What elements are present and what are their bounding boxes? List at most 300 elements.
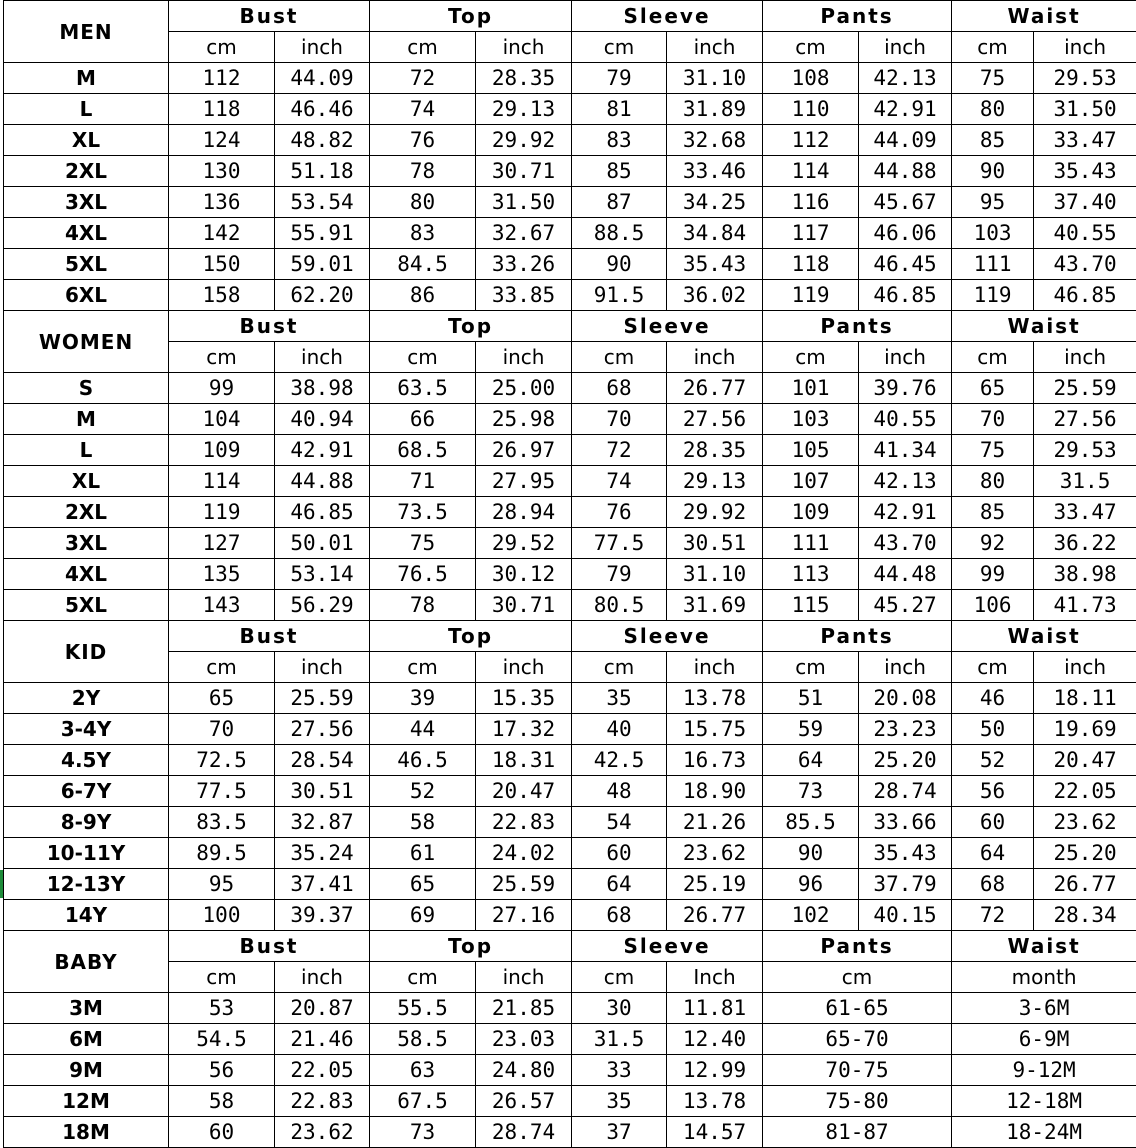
size-value-cell[interactable]: 75 xyxy=(370,528,476,559)
size-value-cell[interactable]: 77.5 xyxy=(572,528,667,559)
unit-header[interactable]: cm xyxy=(572,962,667,993)
measurement-group-header[interactable]: Bust xyxy=(169,311,370,342)
size-value-cell[interactable]: 68 xyxy=(572,373,667,404)
size-value-cell[interactable]: 23.03 xyxy=(476,1024,572,1055)
size-value-cell[interactable]: 88.5 xyxy=(572,218,667,249)
size-value-cell[interactable]: 12.40 xyxy=(667,1024,763,1055)
size-value-cell[interactable]: 89.5 xyxy=(169,838,275,869)
measurement-group-header[interactable]: Bust xyxy=(169,931,370,962)
size-value-cell[interactable]: 104 xyxy=(169,404,275,435)
size-value-cell[interactable]: 105 xyxy=(763,435,859,466)
size-value-cell[interactable]: 39.76 xyxy=(859,373,952,404)
unit-header[interactable]: cm xyxy=(763,652,859,683)
size-value-cell[interactable]: 44 xyxy=(370,714,476,745)
size-value-cell[interactable]: 67.5 xyxy=(370,1086,476,1117)
size-value-cell[interactable]: 28.74 xyxy=(859,776,952,807)
size-value-cell[interactable]: 79 xyxy=(572,63,667,94)
section-title[interactable]: MEN xyxy=(4,1,169,63)
size-value-cell[interactable]: 75 xyxy=(952,63,1034,94)
size-label[interactable]: XL xyxy=(4,466,169,497)
size-value-cell[interactable]: 28.34 xyxy=(1034,900,1136,931)
size-value-cell[interactable]: 56 xyxy=(952,776,1034,807)
size-value-cell[interactable]: 85 xyxy=(572,156,667,187)
size-value-cell[interactable]: 42.91 xyxy=(859,497,952,528)
size-value-cell[interactable]: 109 xyxy=(169,435,275,466)
size-value-cell[interactable]: 99 xyxy=(952,559,1034,590)
size-value-cell[interactable]: 18-24M xyxy=(952,1117,1136,1148)
unit-header[interactable]: inch xyxy=(275,962,370,993)
size-value-cell[interactable]: 28.94 xyxy=(476,497,572,528)
size-value-cell[interactable]: 39.37 xyxy=(275,900,370,931)
size-value-cell[interactable]: 80 xyxy=(370,187,476,218)
size-label[interactable]: 9M xyxy=(4,1055,169,1086)
size-value-cell[interactable]: 40.55 xyxy=(1034,218,1136,249)
size-value-cell[interactable]: 30.71 xyxy=(476,156,572,187)
size-value-cell[interactable]: 77.5 xyxy=(169,776,275,807)
size-value-cell[interactable]: 73.5 xyxy=(370,497,476,528)
unit-header[interactable]: inch xyxy=(1034,652,1136,683)
size-value-cell[interactable]: 25.20 xyxy=(859,745,952,776)
measurement-group-header[interactable]: Sleeve xyxy=(572,1,763,32)
size-value-cell[interactable]: 85.5 xyxy=(763,807,859,838)
size-value-cell[interactable]: 119 xyxy=(169,497,275,528)
size-value-cell[interactable]: 108 xyxy=(763,63,859,94)
unit-header[interactable]: cm xyxy=(572,342,667,373)
size-value-cell[interactable]: 38.98 xyxy=(275,373,370,404)
size-value-cell[interactable]: 58.5 xyxy=(370,1024,476,1055)
size-value-cell[interactable]: 35.43 xyxy=(1034,156,1136,187)
size-value-cell[interactable]: 40 xyxy=(572,714,667,745)
size-value-cell[interactable]: 75 xyxy=(952,435,1034,466)
size-value-cell[interactable]: 51.18 xyxy=(275,156,370,187)
size-label[interactable]: M xyxy=(4,404,169,435)
size-value-cell[interactable]: 43.70 xyxy=(1034,249,1136,280)
size-value-cell[interactable]: 13.78 xyxy=(667,683,763,714)
size-label[interactable]: 8-9Y xyxy=(4,807,169,838)
size-value-cell[interactable]: 28.54 xyxy=(275,745,370,776)
size-value-cell[interactable]: 106 xyxy=(952,590,1034,621)
size-value-cell[interactable]: 20.08 xyxy=(859,683,952,714)
size-value-cell[interactable]: 36.02 xyxy=(667,280,763,311)
size-label[interactable]: 4XL xyxy=(4,218,169,249)
size-value-cell[interactable]: 37 xyxy=(572,1117,667,1148)
size-value-cell[interactable]: 23.62 xyxy=(1034,807,1136,838)
size-value-cell[interactable]: 35.43 xyxy=(859,838,952,869)
unit-header[interactable]: cm xyxy=(952,342,1034,373)
size-value-cell[interactable]: 26.97 xyxy=(476,435,572,466)
measurement-group-header[interactable]: Top xyxy=(370,1,572,32)
size-value-cell[interactable]: 22.05 xyxy=(275,1055,370,1086)
size-value-cell[interactable]: 51 xyxy=(763,683,859,714)
measurement-group-header[interactable]: Pants xyxy=(763,1,952,32)
measurement-group-header[interactable]: Waist xyxy=(952,931,1136,962)
unit-header[interactable]: cm xyxy=(763,962,952,993)
size-value-cell[interactable]: 80.5 xyxy=(572,590,667,621)
size-value-cell[interactable]: 81 xyxy=(572,94,667,125)
size-value-cell[interactable]: 81-87 xyxy=(763,1117,952,1148)
size-value-cell[interactable]: 114 xyxy=(763,156,859,187)
size-label[interactable]: 2XL xyxy=(4,497,169,528)
size-value-cell[interactable]: 42.91 xyxy=(859,94,952,125)
size-value-cell[interactable]: 76.5 xyxy=(370,559,476,590)
size-value-cell[interactable]: 79 xyxy=(572,559,667,590)
size-value-cell[interactable]: 29.13 xyxy=(667,466,763,497)
size-value-cell[interactable]: 35.43 xyxy=(667,249,763,280)
size-value-cell[interactable]: 21.85 xyxy=(476,993,572,1024)
size-value-cell[interactable]: 31.50 xyxy=(1034,94,1136,125)
size-value-cell[interactable]: 30.12 xyxy=(476,559,572,590)
size-value-cell[interactable]: 111 xyxy=(763,528,859,559)
size-label[interactable]: S xyxy=(4,373,169,404)
size-value-cell[interactable]: 58 xyxy=(370,807,476,838)
size-value-cell[interactable]: 15.75 xyxy=(667,714,763,745)
size-value-cell[interactable]: 24.02 xyxy=(476,838,572,869)
size-value-cell[interactable]: 95 xyxy=(952,187,1034,218)
size-value-cell[interactable]: 61 xyxy=(370,838,476,869)
size-value-cell[interactable]: 52 xyxy=(952,745,1034,776)
unit-header[interactable]: inch xyxy=(667,652,763,683)
unit-header[interactable]: cm xyxy=(572,652,667,683)
size-value-cell[interactable]: 42.13 xyxy=(859,63,952,94)
size-value-cell[interactable]: 31.10 xyxy=(667,559,763,590)
size-value-cell[interactable]: 28.35 xyxy=(667,435,763,466)
size-value-cell[interactable]: 26.57 xyxy=(476,1086,572,1117)
unit-header[interactable]: cm xyxy=(370,652,476,683)
size-value-cell[interactable]: 23.62 xyxy=(275,1117,370,1148)
size-value-cell[interactable]: 31.50 xyxy=(476,187,572,218)
size-value-cell[interactable]: 37.40 xyxy=(1034,187,1136,218)
size-value-cell[interactable]: 34.84 xyxy=(667,218,763,249)
size-label[interactable]: 4XL xyxy=(4,559,169,590)
size-value-cell[interactable]: 53.14 xyxy=(275,559,370,590)
size-value-cell[interactable]: 76 xyxy=(572,497,667,528)
size-value-cell[interactable]: 54.5 xyxy=(169,1024,275,1055)
measurement-group-header[interactable]: Sleeve xyxy=(572,931,763,962)
measurement-group-header[interactable]: Bust xyxy=(169,621,370,652)
size-value-cell[interactable]: 83.5 xyxy=(169,807,275,838)
size-value-cell[interactable]: 27.56 xyxy=(667,404,763,435)
unit-header[interactable]: cm xyxy=(169,342,275,373)
size-value-cell[interactable]: 64 xyxy=(572,869,667,900)
size-value-cell[interactable]: 43.70 xyxy=(859,528,952,559)
unit-header[interactable]: cm xyxy=(169,962,275,993)
size-value-cell[interactable]: 127 xyxy=(169,528,275,559)
size-value-cell[interactable]: 91.5 xyxy=(572,280,667,311)
size-value-cell[interactable]: 66 xyxy=(370,404,476,435)
size-value-cell[interactable]: 130 xyxy=(169,156,275,187)
size-value-cell[interactable]: 115 xyxy=(763,590,859,621)
size-value-cell[interactable]: 143 xyxy=(169,590,275,621)
size-value-cell[interactable]: 37.79 xyxy=(859,869,952,900)
size-value-cell[interactable]: 46.06 xyxy=(859,218,952,249)
size-value-cell[interactable]: 33 xyxy=(572,1055,667,1086)
size-value-cell[interactable]: 103 xyxy=(952,218,1034,249)
size-value-cell[interactable]: 26.77 xyxy=(1034,869,1136,900)
size-value-cell[interactable]: 48 xyxy=(572,776,667,807)
size-value-cell[interactable]: 50 xyxy=(952,714,1034,745)
size-value-cell[interactable]: 142 xyxy=(169,218,275,249)
size-value-cell[interactable]: 25.59 xyxy=(1034,373,1136,404)
size-value-cell[interactable]: 21.46 xyxy=(275,1024,370,1055)
size-value-cell[interactable]: 3-6M xyxy=(952,993,1136,1024)
size-value-cell[interactable]: 23.62 xyxy=(667,838,763,869)
unit-header[interactable]: inch xyxy=(1034,32,1136,63)
size-value-cell[interactable]: 65 xyxy=(952,373,1034,404)
size-value-cell[interactable]: 92 xyxy=(952,528,1034,559)
size-value-cell[interactable]: 99 xyxy=(169,373,275,404)
unit-header[interactable]: inch xyxy=(859,32,952,63)
size-value-cell[interactable]: 12-18M xyxy=(952,1086,1136,1117)
size-value-cell[interactable]: 35 xyxy=(572,683,667,714)
size-value-cell[interactable]: 76 xyxy=(370,125,476,156)
size-value-cell[interactable]: 72 xyxy=(370,63,476,94)
size-value-cell[interactable]: 40.15 xyxy=(859,900,952,931)
size-value-cell[interactable]: 78 xyxy=(370,590,476,621)
size-value-cell[interactable]: 118 xyxy=(763,249,859,280)
size-value-cell[interactable]: 136 xyxy=(169,187,275,218)
size-value-cell[interactable]: 63.5 xyxy=(370,373,476,404)
size-value-cell[interactable]: 11.81 xyxy=(667,993,763,1024)
size-value-cell[interactable]: 31.5 xyxy=(1034,466,1136,497)
unit-header[interactable]: inch xyxy=(476,342,572,373)
size-value-cell[interactable]: 46 xyxy=(952,683,1034,714)
size-value-cell[interactable]: 114 xyxy=(169,466,275,497)
size-value-cell[interactable]: 63 xyxy=(370,1055,476,1086)
size-value-cell[interactable]: 25.98 xyxy=(476,404,572,435)
size-value-cell[interactable]: 72 xyxy=(572,435,667,466)
size-value-cell[interactable]: 70 xyxy=(952,404,1034,435)
size-label[interactable]: M xyxy=(4,63,169,94)
size-value-cell[interactable]: 102 xyxy=(763,900,859,931)
unit-header[interactable]: cm xyxy=(763,342,859,373)
size-value-cell[interactable]: 53 xyxy=(169,993,275,1024)
measurement-group-header[interactable]: Pants xyxy=(763,931,952,962)
size-value-cell[interactable]: 59 xyxy=(763,714,859,745)
size-value-cell[interactable]: 44.09 xyxy=(859,125,952,156)
size-value-cell[interactable]: 19.69 xyxy=(1034,714,1136,745)
size-value-cell[interactable]: 20.47 xyxy=(1034,745,1136,776)
size-value-cell[interactable]: 68 xyxy=(572,900,667,931)
size-value-cell[interactable]: 44.09 xyxy=(275,63,370,94)
size-value-cell[interactable]: 71 xyxy=(370,466,476,497)
size-label[interactable]: 4.5Y xyxy=(4,745,169,776)
unit-header[interactable]: cm xyxy=(370,962,476,993)
measurement-group-header[interactable]: Sleeve xyxy=(572,311,763,342)
size-value-cell[interactable]: 30.51 xyxy=(667,528,763,559)
size-value-cell[interactable]: 40.94 xyxy=(275,404,370,435)
size-value-cell[interactable]: 46.85 xyxy=(1034,280,1136,311)
size-value-cell[interactable]: 46.46 xyxy=(275,94,370,125)
size-label[interactable]: 3-4Y xyxy=(4,714,169,745)
size-value-cell[interactable]: 25.20 xyxy=(1034,838,1136,869)
size-value-cell[interactable]: 33.85 xyxy=(476,280,572,311)
size-value-cell[interactable]: 86 xyxy=(370,280,476,311)
size-value-cell[interactable]: 44.88 xyxy=(275,466,370,497)
size-value-cell[interactable]: 112 xyxy=(169,63,275,94)
size-value-cell[interactable]: 70 xyxy=(169,714,275,745)
unit-header[interactable]: inch xyxy=(275,32,370,63)
size-value-cell[interactable]: 14.57 xyxy=(667,1117,763,1148)
size-value-cell[interactable]: 73 xyxy=(370,1117,476,1148)
size-value-cell[interactable]: 22.83 xyxy=(476,807,572,838)
size-label[interactable]: 18M xyxy=(4,1117,169,1148)
size-value-cell[interactable]: 85 xyxy=(952,125,1034,156)
size-value-cell[interactable]: 58 xyxy=(169,1086,275,1117)
size-value-cell[interactable]: 116 xyxy=(763,187,859,218)
unit-header[interactable]: cm xyxy=(370,342,476,373)
size-value-cell[interactable]: 34.25 xyxy=(667,187,763,218)
unit-header[interactable]: inch xyxy=(275,342,370,373)
size-value-cell[interactable]: 25.59 xyxy=(476,869,572,900)
size-value-cell[interactable]: 111 xyxy=(952,249,1034,280)
unit-header[interactable]: inch xyxy=(859,652,952,683)
size-value-cell[interactable]: 33.47 xyxy=(1034,125,1136,156)
size-value-cell[interactable]: 21.26 xyxy=(667,807,763,838)
size-value-cell[interactable]: 80 xyxy=(952,466,1034,497)
size-value-cell[interactable]: 41.34 xyxy=(859,435,952,466)
unit-header[interactable]: inch xyxy=(667,342,763,373)
size-value-cell[interactable]: 64 xyxy=(952,838,1034,869)
size-value-cell[interactable]: 36.22 xyxy=(1034,528,1136,559)
size-value-cell[interactable]: 29.13 xyxy=(476,94,572,125)
size-value-cell[interactable]: 72 xyxy=(952,900,1034,931)
size-value-cell[interactable]: 42.91 xyxy=(275,435,370,466)
size-value-cell[interactable]: 45.27 xyxy=(859,590,952,621)
size-value-cell[interactable]: 87 xyxy=(572,187,667,218)
size-value-cell[interactable]: 27.16 xyxy=(476,900,572,931)
size-value-cell[interactable]: 12.99 xyxy=(667,1055,763,1086)
size-value-cell[interactable]: 26.77 xyxy=(667,373,763,404)
unit-header[interactable]: cm xyxy=(370,32,476,63)
size-value-cell[interactable]: 135 xyxy=(169,559,275,590)
size-value-cell[interactable]: 84.5 xyxy=(370,249,476,280)
size-value-cell[interactable]: 124 xyxy=(169,125,275,156)
size-value-cell[interactable]: 42.13 xyxy=(859,466,952,497)
size-value-cell[interactable]: 22.05 xyxy=(1034,776,1136,807)
size-value-cell[interactable]: 32.67 xyxy=(476,218,572,249)
size-value-cell[interactable]: 60 xyxy=(572,838,667,869)
unit-header[interactable]: cm xyxy=(572,32,667,63)
size-value-cell[interactable]: 31.10 xyxy=(667,63,763,94)
unit-header[interactable]: inch xyxy=(476,32,572,63)
size-value-cell[interactable]: 33.46 xyxy=(667,156,763,187)
measurement-group-header[interactable]: Bust xyxy=(169,1,370,32)
size-value-cell[interactable]: 64 xyxy=(763,745,859,776)
size-value-cell[interactable]: 110 xyxy=(763,94,859,125)
measurement-group-header[interactable]: Pants xyxy=(763,621,952,652)
size-value-cell[interactable]: 73 xyxy=(763,776,859,807)
size-value-cell[interactable]: 31.89 xyxy=(667,94,763,125)
size-value-cell[interactable]: 45.67 xyxy=(859,187,952,218)
size-value-cell[interactable]: 22.83 xyxy=(275,1086,370,1117)
size-value-cell[interactable]: 119 xyxy=(763,280,859,311)
size-value-cell[interactable]: 27.56 xyxy=(1034,404,1136,435)
size-value-cell[interactable]: 85 xyxy=(952,497,1034,528)
size-value-cell[interactable]: 72.5 xyxy=(169,745,275,776)
section-title[interactable]: BABY xyxy=(4,931,169,993)
size-label[interactable]: 5XL xyxy=(4,590,169,621)
size-value-cell[interactable]: 20.87 xyxy=(275,993,370,1024)
size-value-cell[interactable]: 41.73 xyxy=(1034,590,1136,621)
size-label[interactable]: XL xyxy=(4,125,169,156)
unit-header[interactable]: inch xyxy=(476,962,572,993)
size-label[interactable]: 2Y xyxy=(4,683,169,714)
size-value-cell[interactable]: 56.29 xyxy=(275,590,370,621)
size-value-cell[interactable]: 60 xyxy=(169,1117,275,1148)
unit-header[interactable]: inch xyxy=(859,342,952,373)
size-value-cell[interactable]: 117 xyxy=(763,218,859,249)
size-label[interactable]: 3M xyxy=(4,993,169,1024)
size-value-cell[interactable]: 74 xyxy=(370,94,476,125)
size-value-cell[interactable]: 20.47 xyxy=(476,776,572,807)
size-value-cell[interactable]: 28.35 xyxy=(476,63,572,94)
size-value-cell[interactable]: 38.98 xyxy=(1034,559,1136,590)
unit-header[interactable]: cm xyxy=(952,32,1034,63)
size-value-cell[interactable]: 29.52 xyxy=(476,528,572,559)
size-value-cell[interactable]: 69 xyxy=(370,900,476,931)
size-value-cell[interactable]: 29.53 xyxy=(1034,63,1136,94)
size-value-cell[interactable]: 30.71 xyxy=(476,590,572,621)
unit-header[interactable]: cm xyxy=(763,32,859,63)
size-label[interactable]: 3XL xyxy=(4,528,169,559)
size-value-cell[interactable]: 53.54 xyxy=(275,187,370,218)
size-value-cell[interactable]: 46.45 xyxy=(859,249,952,280)
size-value-cell[interactable]: 35.24 xyxy=(275,838,370,869)
size-value-cell[interactable]: 59.01 xyxy=(275,249,370,280)
size-value-cell[interactable]: 27.56 xyxy=(275,714,370,745)
size-value-cell[interactable]: 75-80 xyxy=(763,1086,952,1117)
size-value-cell[interactable]: 55.5 xyxy=(370,993,476,1024)
size-value-cell[interactable]: 46.85 xyxy=(859,280,952,311)
size-value-cell[interactable]: 52 xyxy=(370,776,476,807)
size-value-cell[interactable]: 101 xyxy=(763,373,859,404)
size-value-cell[interactable]: 33.26 xyxy=(476,249,572,280)
size-value-cell[interactable]: 28.74 xyxy=(476,1117,572,1148)
size-value-cell[interactable]: 103 xyxy=(763,404,859,435)
size-value-cell[interactable]: 25.59 xyxy=(275,683,370,714)
size-value-cell[interactable]: 70 xyxy=(572,404,667,435)
size-value-cell[interactable]: 118 xyxy=(169,94,275,125)
size-value-cell[interactable]: 90 xyxy=(572,249,667,280)
unit-header[interactable]: inch xyxy=(1034,342,1136,373)
size-value-cell[interactable]: 48.82 xyxy=(275,125,370,156)
unit-header[interactable]: cm xyxy=(952,652,1034,683)
size-value-cell[interactable]: 60 xyxy=(952,807,1034,838)
size-value-cell[interactable]: 35 xyxy=(572,1086,667,1117)
size-value-cell[interactable]: 107 xyxy=(763,466,859,497)
size-label[interactable]: L xyxy=(4,435,169,466)
size-value-cell[interactable]: 50.01 xyxy=(275,528,370,559)
size-value-cell[interactable]: 18.11 xyxy=(1034,683,1136,714)
size-value-cell[interactable]: 25.19 xyxy=(667,869,763,900)
size-value-cell[interactable]: 26.77 xyxy=(667,900,763,931)
size-value-cell[interactable]: 17.32 xyxy=(476,714,572,745)
size-value-cell[interactable]: 83 xyxy=(572,125,667,156)
unit-header[interactable]: inch xyxy=(667,32,763,63)
size-value-cell[interactable]: 32.87 xyxy=(275,807,370,838)
size-value-cell[interactable]: 109 xyxy=(763,497,859,528)
section-title[interactable]: WOMEN xyxy=(4,311,169,373)
size-label[interactable]: 12M xyxy=(4,1086,169,1117)
size-label[interactable]: 14Y xyxy=(4,900,169,931)
section-title[interactable]: KID xyxy=(4,621,169,683)
size-value-cell[interactable]: 30 xyxy=(572,993,667,1024)
size-value-cell[interactable]: 31.69 xyxy=(667,590,763,621)
measurement-group-header[interactable]: Top xyxy=(370,621,572,652)
size-value-cell[interactable]: 68 xyxy=(952,869,1034,900)
measurement-group-header[interactable]: Top xyxy=(370,311,572,342)
size-value-cell[interactable]: 29.53 xyxy=(1034,435,1136,466)
